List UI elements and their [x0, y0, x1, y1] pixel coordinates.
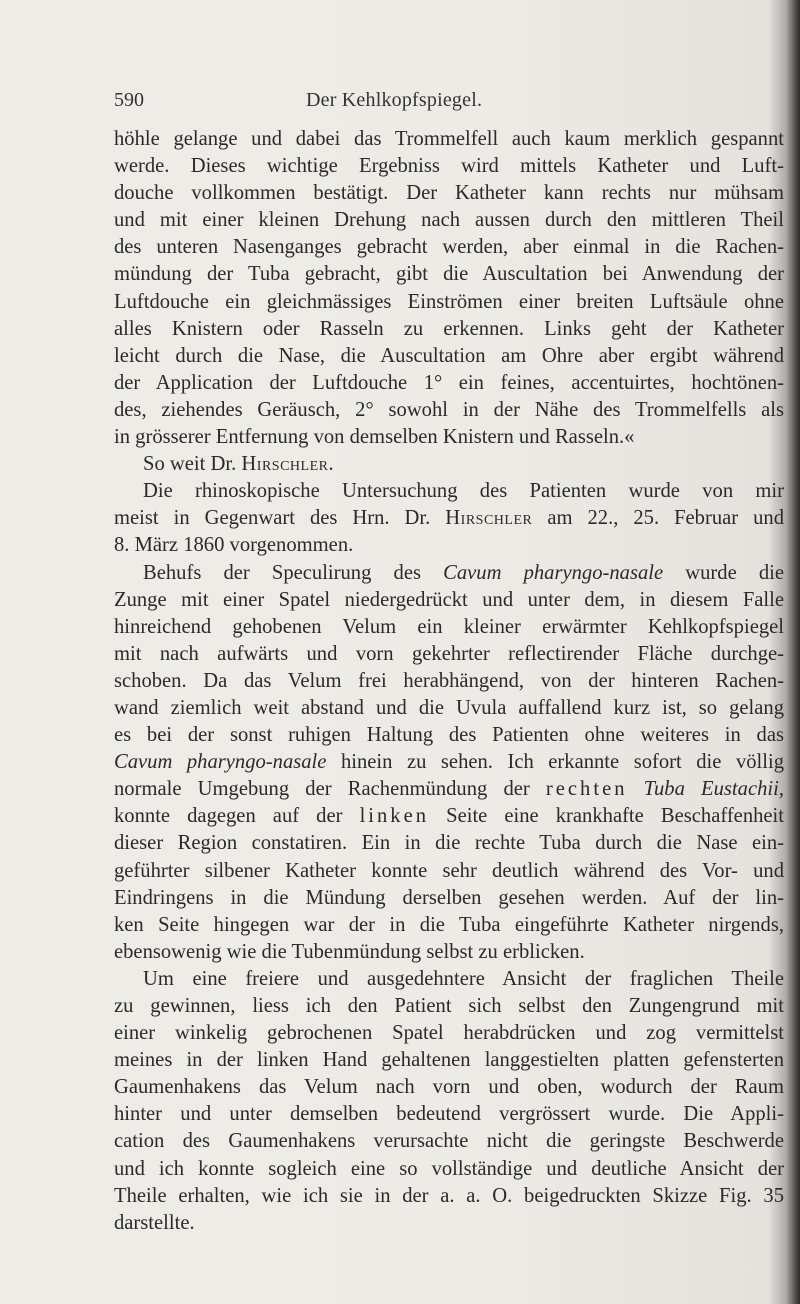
text-span: So weit Dr.	[143, 453, 242, 476]
text-line: des, ziehendes Geräusch, 2° sowohl in der Nähe des Trommelfells als	[114, 398, 784, 421]
latin-term: Cavum pharyngo-nasale	[443, 561, 664, 584]
text-line: werde. Dieses wichtige Ergebniss wird mittels Katheter und Luft-	[114, 155, 784, 178]
text-line	[114, 451, 784, 478]
text-span: normale Umgebung der Rachenmündung der	[114, 778, 546, 801]
page-header	[0, 89, 800, 117]
text-line: Eindringens in die Mündung derselben gesehen werden. Auf der lin-	[114, 886, 784, 909]
text-line: 8. März 1860 vorgenommen.	[114, 534, 354, 557]
text-line: zu gewinnen, liess ich den Patient sich selbst den Zungengrund mit	[114, 995, 784, 1017]
author-name: Hirschler	[241, 453, 329, 476]
latin-term: Tuba Eustachii	[643, 778, 779, 801]
text-line: Luftdouche ein gleichmässiges Einströmen einer breiten Luftsäule ohne	[114, 290, 784, 313]
text-line: Die rhinoskopische Untersuchung des Patienten wurde von mir	[143, 480, 784, 503]
text-line: mündung der Tuba gebracht, gibt die Auscultation bei Anwendung der	[114, 263, 784, 286]
text-line: douche vollkommen bestätigt. Der Katheter kann rechts nur mühsam	[114, 182, 784, 205]
latin-term: Cavum pharyngo-nasale	[114, 751, 327, 774]
text-line: der Application der Luftdouche 1° ein feines, accentuirtes, hochtönen-	[114, 371, 784, 394]
text-line: es bei der sonst ruhigen Haltung des Patienten ohne weiteres in das	[114, 724, 784, 747]
text-line	[114, 749, 784, 776]
body-text	[114, 126, 784, 1237]
spaced-word: rechten	[545, 778, 628, 801]
text-line: geführter silbener Katheter konnte sehr deutlich während des Vor- und	[114, 859, 784, 882]
text-line	[114, 803, 784, 830]
text-line: hinreichend gehobenen Velum ein kleiner erwärmter Kehlkopfspiegel	[114, 615, 784, 638]
text-span: konnte dagegen auf der	[114, 805, 360, 828]
text-span	[628, 778, 644, 800]
text-line: höhle gelange und dabei das Trommelfell auch kaum merklich gespannt	[114, 128, 784, 150]
text-line: einer winkelig gebrochenen Spatel herabdrücken und zog vermittelst	[114, 1022, 784, 1045]
author-name: Hirschler	[445, 507, 533, 530]
text-line: alles Knistern oder Rasseln zu erkennen. Links geht der Katheter	[114, 317, 784, 340]
text-line: ebensowenig wie die Tubenmündung selbst zu erblicken.	[114, 940, 585, 963]
text-line: meines in der linken Hand gehaltenen langgestielten platten gefensterten	[114, 1049, 784, 1072]
text-line: leicht durch die Nase, die Auscultation am Ohre aber ergibt während	[114, 344, 784, 367]
text-line	[114, 776, 784, 803]
text-line: wand ziemlich weit abstand und die Uvula auffallend kurz ist, so gelang	[114, 696, 784, 719]
text-line: cation des Gaumenhakens verursachte nicht die geringste Beschwerde	[114, 1130, 784, 1153]
text-line: Gaumenhakens das Velum nach vorn und oben, wodurch der Raum	[114, 1076, 784, 1099]
text-span: Behufs der Speculirung des	[143, 561, 444, 584]
spaced-word: linken	[359, 805, 430, 828]
text-span: ,	[778, 778, 784, 801]
running-title: Der Kehlkopfspiegel.	[306, 89, 483, 111]
page-edge-shadow	[786, 0, 800, 1304]
text-line: Um eine freiere und ausgedehntere Ansicht der fraglichen Theile	[143, 967, 784, 990]
text-line: Theile erhalten, wie ich sie in der a. a. O. beigedruckten Skizze Fig. 35	[114, 1184, 784, 1207]
page-number: 590	[114, 89, 144, 111]
text-span: Seite eine krankhafte Beschaffenheit	[429, 805, 785, 828]
text-line: und mit einer kleinen Drehung nach aussen durch den mittleren Theil	[114, 209, 784, 232]
text-line: ken Seite hingegen war der in die Tuba eingeführte Katheter nirgends,	[114, 913, 784, 936]
text-line: dieser Region constatiren. Ein in die rechte Tuba durch die Nase ein-	[114, 832, 784, 855]
text-span: hinein zu sehen. Ich erkannte sofort die völlig	[326, 751, 784, 774]
text-span: meist in Gegenwart des Hrn. Dr.	[114, 507, 446, 530]
text-line: darstellte.	[114, 1211, 195, 1234]
text-span: .	[328, 453, 334, 476]
text-line: des unteren Nasenganges gebracht werden, aber einmal in die Rachen-	[114, 236, 784, 259]
text-line: und ich konnte sogleich eine so vollständige und deutliche Ansicht der	[114, 1157, 784, 1180]
text-line: schoben. Da das Velum frei herabhängend, von der hinteren Rachen-	[114, 669, 784, 692]
text-span: wurde die	[663, 561, 785, 584]
text-line: Zunge mit einer Spatel niedergedrückt und unter dem, in diesem Falle	[114, 588, 784, 611]
text-line: in grösserer Entfernung von demselben Knistern und Rasseln.«	[114, 426, 635, 449]
text-line	[114, 560, 784, 587]
text-line: hinter und unter demselben bedeutend vergrössert wurde. Die Appli-	[114, 1103, 784, 1126]
text-line	[114, 505, 784, 532]
text-span: am 22., 25. Februar und	[532, 507, 785, 530]
text-line: mit nach aufwärts und vorn gekehrter reflectirender Fläche durchge-	[114, 642, 784, 665]
